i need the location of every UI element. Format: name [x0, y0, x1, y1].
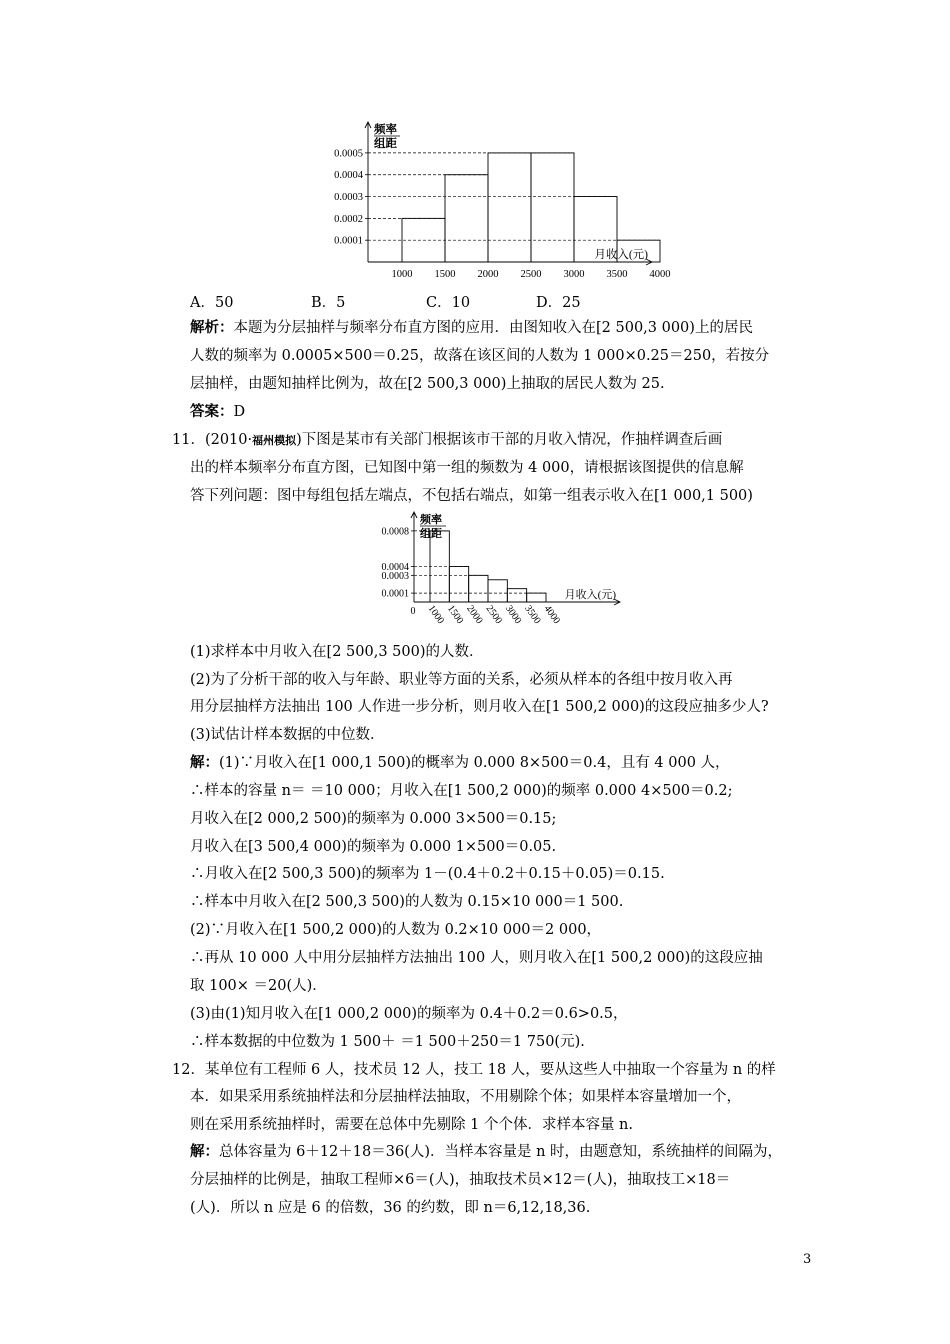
solution-label: 解： [190, 754, 219, 771]
source-close: ) [296, 432, 302, 448]
y-tick-label: 0.0008 [381, 526, 409, 538]
y-tick-label: 0.0004 [334, 170, 363, 182]
option-d: D．25 [536, 295, 581, 311]
y-axis-label-bottom: 组距 [420, 528, 442, 540]
histogram-bar [531, 153, 574, 262]
histogram-chart-1 [320, 118, 671, 286]
origin-label: 0 [410, 606, 416, 617]
analysis-text: 本题为分层抽样与频率分布直方图的应用．由图知收入在[2 500,3 000)上的居民 [233, 320, 753, 336]
q11-solution-line-4: 月收入在[3 500,4 000)的频率为 0.000 1×500＝0.05. [190, 839, 557, 855]
question-number: 11． [172, 432, 205, 448]
x-tick-label: 2500 [520, 269, 542, 280]
q11-solution-line-2: ∴样本的容量 n＝ ＝10 000；月收入在[1 500,2 000)的频率 0.000 4×500＝0.2; [190, 783, 733, 799]
x-tick-label: 2000 [464, 603, 485, 627]
q11-solution-line-11: ∴样本数据的中位数为 1 500＋ ＝1 500＋250＝1 750(元). [190, 1034, 585, 1050]
option-c: C．10 [426, 295, 471, 311]
x-tick-label: 1000 [425, 603, 447, 627]
x-axis-label: 月收入(元) [594, 249, 648, 261]
solution-text: 总体容量为 6＋12＋18＝36(人)．当样本容量是 n 时，由题意知，系统抽样的间隔为， [219, 1144, 783, 1160]
histogram-bar [507, 589, 526, 602]
y-tick-label: 0.0001 [334, 235, 363, 247]
q11-solution-line-7: (2)∵月收入在[1 500,2 000)的人数为 0.2×10 000＝2 000， [190, 922, 602, 938]
y-tick-label: 0.0004 [381, 561, 409, 573]
q11-solution-line-1 [190, 753, 730, 773]
q11-line-1 [172, 430, 722, 451]
y-axis-label-top: 频率 [374, 124, 397, 136]
q11-solution-line-10: (3)由(1)知月收入在[1 000,2 000)的频率为 0.4＋0.2＝0.6>0.5， [190, 1006, 628, 1022]
x-tick-label: 2500 [483, 603, 505, 627]
source-place: 福州模拟 [252, 434, 297, 447]
x-axis-label: 月收入(元) [564, 589, 616, 601]
q11-solution-line-6: ∴样本中月收入在[2 500,3 500)的人数为 0.15×10 000＝1 500. [190, 894, 624, 910]
x-tick-label: 1500 [444, 603, 466, 627]
question-text: 某单位有工程师 6 人，技术员 12 人，技工 18 人，要从这些人中抽取一个容量为 n 的样 [204, 1062, 776, 1078]
analysis-label: 解析： [190, 319, 234, 336]
y-tick-label: 0.0002 [334, 213, 363, 225]
x-tick-label: 1500 [434, 269, 456, 280]
histogram-bar [445, 175, 488, 262]
option-b: B．5 [311, 295, 346, 311]
q11-part-2-line-2: 用分层抽样方法抽出 100 人作进一步分析，则月收入在[1 500,2 000)的这段应抽多少人? [190, 699, 769, 715]
y-axis-label-top: 频率 [420, 514, 442, 526]
q11-solution-line-5: ∴月收入在[2 500,3 500)的频率为 1－(0.4＋0.2＋0.15＋0.05)＝0.15. [190, 866, 665, 882]
answer-value: D [233, 404, 246, 420]
q11-solution-line-3: 月收入在[2 000,2 500)的频率为 0.000 3×500＝0.15; [190, 811, 557, 827]
q11-part-3: (3)试估计样本数据的中位数． [190, 727, 385, 743]
x-tick-label: 3500 [522, 603, 543, 627]
q12-solution-line-2: 分层抽样的比例是，抽取工程师×6＝(人)，抽取技术员×12＝(人)，抽取技工×18＝ [190, 1172, 731, 1188]
q11-part-2-line-1: (2)为了分析干部的收入与年龄、职业等方面的关系，必须从样本的各组中按月收入再 [190, 672, 733, 688]
question-number: 12． [172, 1062, 205, 1078]
q12-line-1 [172, 1060, 776, 1080]
q10-analysis-line-2: 人数的频率为 0.0005×500＝0.25，故落在该区间的人数为 1 000×0.25＝250，若按分 [190, 348, 770, 364]
q12-line-2: 本．如果采用系统抽样法和分层抽样法抽取，不用剔除个体；如果样本容量增加一个， [190, 1089, 741, 1105]
q11-part-1: (1)求样本中月收入在[2 500,3 500)的人数． [190, 644, 484, 660]
q12-solution-line-3: (人)．所以 n 应是 6 的倍数，36 的约数，即 n＝6,12,18,36. [190, 1200, 591, 1216]
page-number: 3 [803, 1252, 812, 1267]
x-tick-label: 2000 [477, 269, 499, 280]
question-text: 下图是某市有关部门根据该市干部的月收入情况，作抽样调查后画 [301, 432, 723, 448]
y-tick-label: 0.0005 [334, 148, 363, 160]
y-tick-label: 0.0003 [334, 192, 363, 204]
y-tick-label: 0.0001 [381, 588, 409, 600]
histogram-bar [449, 566, 468, 602]
histogram-bar [527, 593, 546, 602]
x-tick-label: 1000 [391, 269, 413, 280]
x-tick-label: 3000 [502, 603, 524, 627]
q12-line-3: 则在采用系统抽样时，需要在总体中先剔除 1 个个体．求样本容量 n. [190, 1117, 633, 1133]
q11-line-3: 答下列问题：图中每组包括左端点，不包括右端点，如第一组表示收入在[1 000,1 500) [190, 488, 753, 504]
solution-text: (1)∵月收入在[1 000,1 500)的概率为 0.000 8×500＝0.4，且有 4 000 人， [219, 755, 730, 771]
x-tick-label: 3500 [606, 269, 628, 280]
histogram-bar [488, 153, 531, 262]
q10-analysis-line-1 [190, 318, 753, 338]
q11-solution-line-9: 取 100× ＝20(人)． [190, 978, 327, 994]
q11-solution-line-8: ∴再从 10 000 人中用分层抽样方法抽出 100 人，则月收入在[1 500,2 000)的这段应抽 [190, 950, 763, 966]
solution-label: 解： [190, 1143, 219, 1160]
q10-analysis-line-3: 层抽样，由题知抽样比例为，故在[2 500,3 000)上抽取的居民人数为 25. [190, 376, 665, 392]
histogram-bar [469, 575, 488, 602]
answer-label: 答案： [190, 403, 234, 420]
y-axis-label-bottom: 组距 [374, 138, 397, 150]
x-tick-label: 4000 [649, 269, 671, 280]
q11-line-2: 出的样本频率分布直方图，已知图中第一组的频数为 4 000，请根据该图提供的信息解 [190, 460, 744, 476]
x-tick-label: 4000 [541, 603, 563, 627]
histogram-bar [488, 580, 507, 602]
q12-solution-line-1 [190, 1142, 782, 1162]
histogram-chart-2 [340, 510, 630, 640]
y-tick-label: 0.0003 [381, 570, 409, 582]
q10-answer [190, 402, 245, 422]
source-open: (2010· [204, 432, 253, 448]
x-tick-label: 3000 [563, 269, 585, 280]
option-a: A．50 [190, 295, 234, 311]
